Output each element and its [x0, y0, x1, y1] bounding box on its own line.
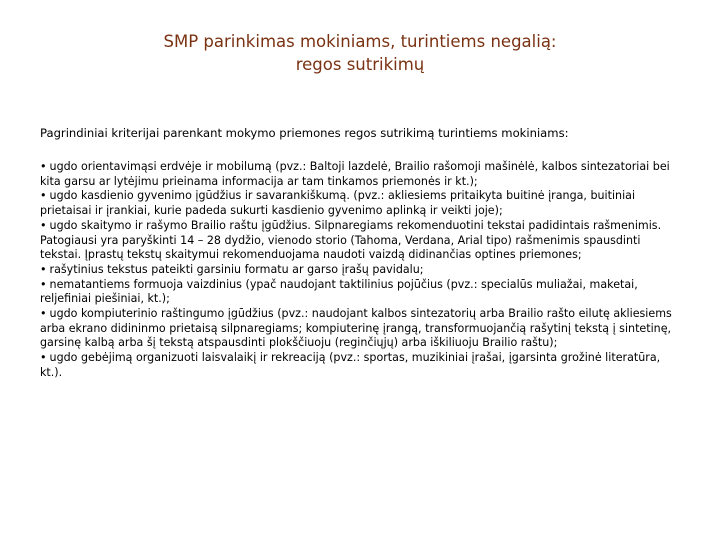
list-item: [40, 278, 685, 307]
intro-text: Pagrindiniai kriterijai parenkant mokymo priemones regos sutrikimą turintiems mokiniams:: [40, 126, 569, 140]
list-item: [40, 189, 685, 218]
list-item-text: nematantiems formuoja vaizdinius (ypač naudojant taktilinius pojūčius (pvz.: specialūs muliažai, maketai, reljefiniai piešiniai, kt.);: [40, 277, 638, 306]
bullet-icon: •: [40, 262, 47, 276]
bullet-icon: •: [40, 277, 47, 291]
list-item: [40, 351, 685, 380]
bullet-icon: •: [40, 307, 47, 321]
list-item: [40, 219, 685, 263]
list-item-text: rašytinius tekstus pateikti garsiniu formatu ar garso įrašų pavidalu;: [49, 262, 424, 276]
list-item: [40, 160, 685, 189]
list-item-text: ugdo kompiuterinio raštingumo įgūdžius (pvz.: naudojant kalbos sintezatorių arba Brailio rašto eilutę akliesiems arba ekrano didininmo prietaisą silpnaregiams; kompiuterinę įrangą, transformuojančią rašytinį tekstą į sintetinę, garsinę kalbą arba šį tekstą atspausdinti plokščiuoju (reginčiųjų) arba iškiliuoju Brailio raštu);: [40, 307, 672, 350]
page-title: [60, 30, 660, 76]
list-item-text: ugdo kasdienio gyvenimo įgūdžius ir savarankiškumą. (pvz.: akliesiems pritaikyta buitinė įranga, buitiniai prietaisai ir įrankiai, kurie padeda sukurti kasdienio gyvenimo aplinką ir veikti joje);: [40, 189, 636, 218]
criteria-list: [40, 160, 685, 381]
bullet-icon: •: [40, 351, 47, 365]
list-item: [40, 307, 685, 351]
bullet-icon: •: [40, 218, 47, 232]
bullet-icon: •: [40, 160, 47, 173]
list-item-text: ugdo gebėjimą organizuoti laisvalaikį ir rekreaciją (pvz.: sportas, muzikiniai įrašai, įgarsinta grožinė literatūra, kt.).: [40, 351, 661, 379]
list-item-text: ugdo skaitymo ir rašymo Brailio raštu įgūdžius. Silpnaregiams rekomenduotini tekstai padidintais rašmenimis. Patogiausi yra paryškinti 14 – 28 dydžio, vienodo storio (Tahoma, Verdana, Arial tipo) rašmenimis spausdinti tekstai. Įprastų tekstų skaitymui rekomenduojama naudoti vaizdą didinančias optines priemones;: [40, 218, 662, 262]
title-line-2: regos sutrikimų: [295, 55, 425, 74]
list-item-text: ugdo orientavimąsi erdvėje ir mobilumą (pvz.: Baltoji lazdelė, Brailio rašomoji mašinėlė, kalbos sintezatoriai bei kita garsu ar lytėjimu prieinama informacija ar tam tinkamos priemonės ir kt.);: [40, 160, 670, 188]
bullet-icon: •: [40, 189, 47, 203]
list-item: [40, 263, 685, 278]
title-line-1: SMP parinkimas mokiniams, turintiems negalią:: [163, 32, 557, 51]
